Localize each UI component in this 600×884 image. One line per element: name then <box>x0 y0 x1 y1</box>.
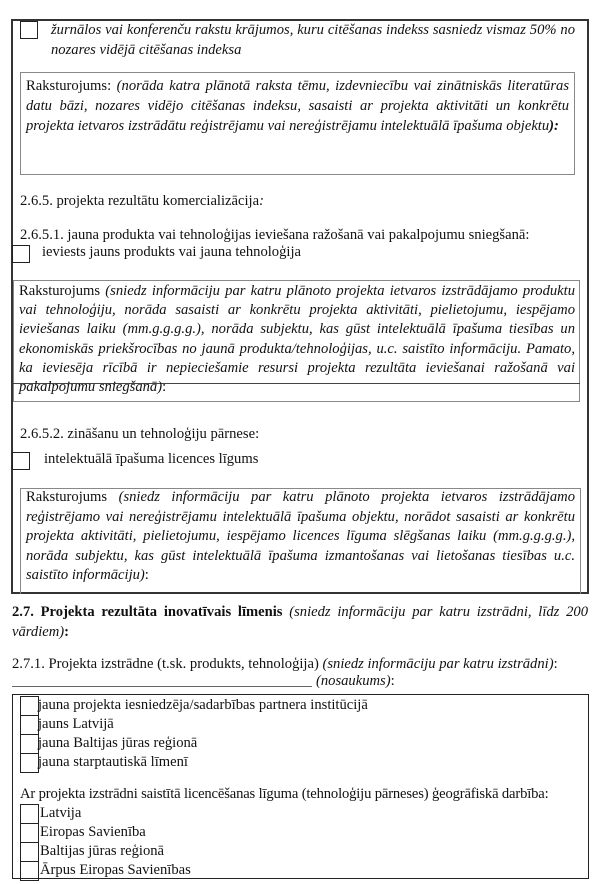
checkbox-journals-label: žurnālos vai konferenču rakstu krājumos, kuru citēšanas indekss sasniedz vismaz 50% no nozares vidējā citēšanas indeksa <box>51 22 575 58</box>
description-product-text <box>19 282 575 397</box>
heading-2-7-title: 2.7. Projekta rezultāta inovatīvais līmenis <box>12 604 283 620</box>
heading-2-7-1-title: 2.7.1. Projekta izstrādne (t.sk. produkts, tehnoloģija) <box>12 656 319 672</box>
checkbox-geo-eu[interactable] <box>20 823 39 843</box>
name-hint <box>316 673 395 690</box>
heading-2-7-end: : <box>64 624 70 640</box>
name-input-line[interactable] <box>12 686 312 687</box>
checkbox-journals[interactable] <box>20 21 38 39</box>
description-articles-text <box>26 76 569 136</box>
checkbox-option-international[interactable] <box>20 753 39 773</box>
option-baltic-label: jauna Baltijas jūras reģionā <box>38 735 198 751</box>
checkbox-geo-outside-eu[interactable] <box>20 861 39 881</box>
heading-2-6-5 <box>20 193 264 210</box>
heading-2-7-1 <box>12 656 558 673</box>
heading-2-7-1-end: : <box>553 656 558 672</box>
checkbox-new-product-label: ieviests jauns produkts vai jauna tehnoloģija <box>42 244 301 260</box>
description-hint: (sniedz informāciju par katru plānoto projekta ietvaros izstrādājamo produktu vai tehnoloģiju, norāda sasaisti ar konkrētu projekta aktivitāti, pielietojumu, iespējamo ieviešanas laiku (mm.g.g.g.g.), norāda subjektu, kas gūst intelektuālā īpašuma tiesības un ekonomiskās priekšrocības no jaunā produkta/tehnoloģijas, u.c. saistīto informāciju. Pamato, ka ieviesēja rīcībā ir nepieciešamie resursi projekta rezultāta ieviešanai ražošanā vai pakalpojumu sniegšanā) <box>19 283 575 396</box>
description-end: ): <box>549 118 559 134</box>
geo-baltic-label: Baltijas jūras reģionā <box>40 843 165 859</box>
option-international-label: jauna starptautiskā līmenī <box>38 754 188 770</box>
heading-2-6-5-1: 2.6.5.1. jauna produkta vai tehnoloģijas ieviešana ražošanā vai pakalpojumu sniegšanā: <box>20 227 530 243</box>
checkbox-new-product[interactable] <box>12 245 30 263</box>
description-label: Raksturojums <box>19 283 101 299</box>
checkbox-option-baltic[interactable] <box>20 734 39 754</box>
description-label: Raksturojums: <box>26 78 112 94</box>
description-hint: (sniedz informāciju par katru plānoto projekta ietvaros izstrādājamo reģistrējamo vai nereģistrējamu intelektuālā īpašuma objektu, norādot sasaisti ar konkrētu projekta aktivitāti, pielietojumu, iespējamo licences līguma slēgšanas laiku (mm.g.g.g.g.), norāda subjektu, kas gūst intelektuālā īpašuma izmantošanas vai lietošanas tiesības u.c. saistīto informāciju) <box>26 489 575 583</box>
geo-eu-label: Eiropas Savienība <box>40 824 146 840</box>
heading-2-7-1-hint: (sniedz informāciju par katru izstrādni) <box>322 656 554 672</box>
name-hint-end: : <box>390 673 395 689</box>
heading-2-7-hint: (sniedz informāciju par katru izstrādni, līdz 200 vārdiem) <box>12 604 588 640</box>
geo-latvia-label: Latvija <box>40 805 82 821</box>
checkbox-option-institution[interactable] <box>20 696 39 716</box>
geo-outside-eu-label: Ārpus Eiropas Savienības <box>40 862 191 878</box>
checkbox-license[interactable] <box>12 452 30 470</box>
heading-2-6-5-text: 2.6.5. projekta rezultātu komercializācija <box>20 193 260 209</box>
description-license-text <box>26 488 575 586</box>
geo-label: Ar projekta izstrādni saistītā licencēšanas līguma (tehnoloģiju pārneses) ģeogrāfiskā darbība: <box>20 786 549 802</box>
checkbox-option-latvia[interactable] <box>20 715 39 735</box>
checkbox-geo-latvia[interactable] <box>20 804 39 824</box>
heading-2-6-5-2: 2.6.5.2. zināšanu un tehnoloģiju pārnese: <box>20 426 260 442</box>
option-latvia-label: jauns Latvijā <box>38 716 114 732</box>
heading-2-7 <box>12 602 588 642</box>
checkbox-geo-baltic[interactable] <box>20 842 39 862</box>
description-label: Raksturojums <box>26 489 108 505</box>
name-hint-text: (nosaukums) <box>316 673 391 689</box>
heading-colon: : <box>259 193 264 209</box>
checkbox-license-label: intelektuālā īpašuma licences līgums <box>44 451 259 467</box>
description-end: : <box>162 379 167 396</box>
description-hint: (norāda katra plānotā raksta tēmu, izdevniecību vai zinātniskās literatūras datu bāzi, nozares vidējo citēšanas indeksu, sasaisti ar projekta aktivitāti un konkrētu projekta ietvaros izstrādātu reģistrējamu vai nereģistrējamu intelektuālā īpašuma objektu <box>26 78 570 134</box>
description-end: : <box>144 567 149 583</box>
option-institution-label: jauna projekta iesniedzēja/sadarbības partnera institūcijā <box>38 697 368 713</box>
